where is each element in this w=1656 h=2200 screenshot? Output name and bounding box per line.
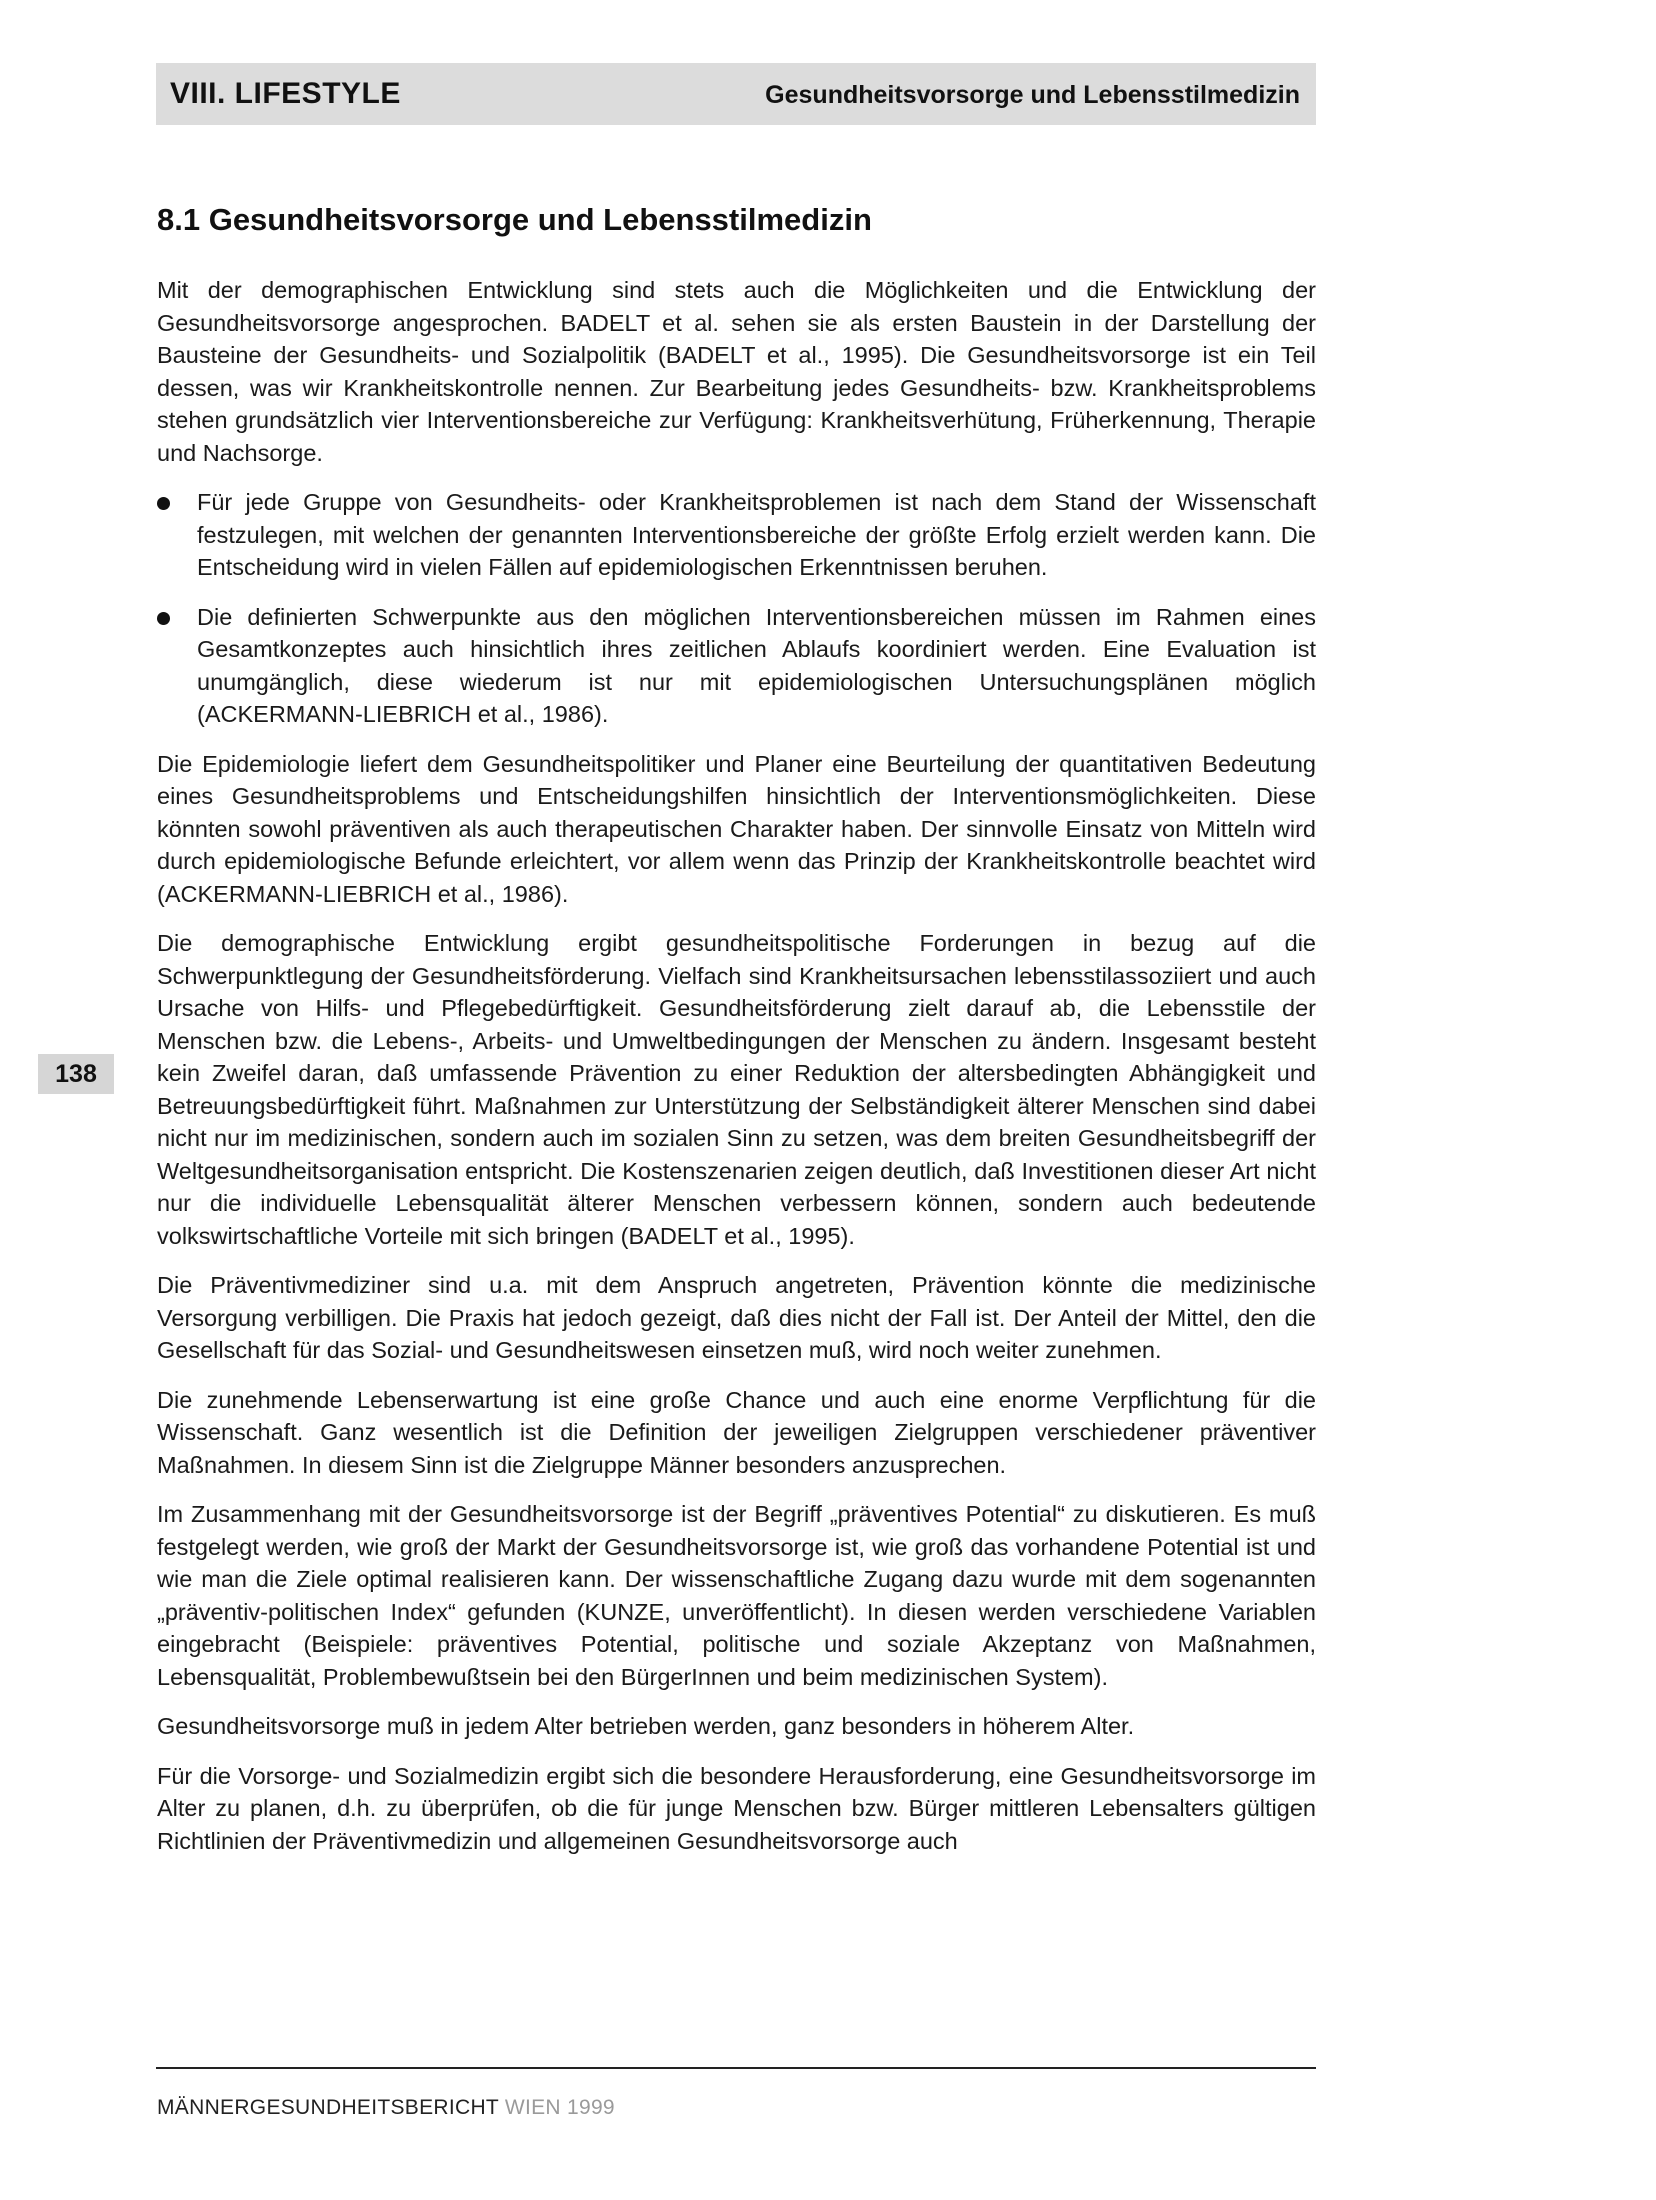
paragraph-intro: Mit der demographischen Entwicklung sind stets auch die Möglichkeiten und die Entwicklung der Gesundheitsvorsorge angesprochen. BADELT et al. sehen sie als ersten Baustein in der Darstellung der Bausteine der Gesundheits- und Sozialpolitik (BADELT et al., 1995). Die Gesundheitsvorsorge ist ein Teil dessen, was wir Krankheitskontrolle nennen. Zur Bearbeitung jedes Gesundheits- bzw. Krankheitsproblems stehen grundsätzlich vier Interventionsbereiche zur Verfügung: Krankheitsverhütung, Früherkennung, Therapie und Nachsorge.	[157, 277, 1316, 466]
bullet-item	[157, 486, 1316, 584]
footer-divider	[156, 2067, 1316, 2069]
page-number: 138	[38, 1054, 114, 1094]
paragraph-praeventivmediziner: Die Präventivmediziner sind u.a. mit dem Anspruch angetreten, Prävention könnte die medizinische Versorgung verbilligen. Die Praxis hat jedoch gezeigt, daß dies nicht der Fall ist. Der Anteil der Mittel, den die Gesellschaft für das Sozial- und Gesundheitswesen einsetzen muß, wird noch weiter zunehmen.	[157, 1272, 1316, 1363]
paragraph-lebenserwartung: Die zunehmende Lebenserwartung ist eine große Chance und auch eine enorme Verpflichtung für die Wissenschaft. Ganz wesentlich ist die Definition der jeweiligen Zielgruppen verschiedener präventiver Maßnahmen. In diesem Sinn ist die Zielgruppe Männer besonders anzusprechen.	[157, 1386, 1316, 1478]
running-footer	[157, 2096, 615, 2120]
section-title: 8.1 Gesundheitsvorsorge und Lebensstilmedizin	[157, 202, 872, 237]
bullet-item	[157, 601, 1316, 731]
bullet-text: Für jede Gruppe von Gesundheits- oder Krankheitsproblemen ist nach dem Stand der Wissenschaft festzulegen, mit welchen der genannten Interventionsbereiche der größte Erfolg erzielt werden kann. Die Entscheidung wird in vielen Fällen auf epidemiologischen Erkenntnissen beruhen.	[197, 489, 1316, 580]
footer-place-year: WIEN 1999	[504, 2096, 615, 2119]
bullet-text: Die definierten Schwerpunkte aus den möglichen Interventionsbereichen müssen im Rahmen eines Gesamtkonzeptes auch hinsichtlich ihres zeitlichen Ablaufs koordiniert werden. Eine Evaluation ist unumgänglich, diese wiederum ist nur mit epidemiologischen Untersuchungsplänen möglich (ACKERMANN-LIEBRICH et al., 1986).	[197, 603, 1316, 727]
bullet-list	[157, 486, 1316, 731]
bullet-icon	[157, 612, 170, 625]
header-topic: Gesundheitsvorsorge und Lebensstilmedizin	[765, 81, 1300, 109]
paragraph-jedes-alter: Gesundheitsvorsorge muß in jedem Alter betrieben werden, ganz besonders in höherem Alter.	[157, 1713, 1135, 1739]
footer-report-title: MÄNNERGESUNDHEITSBERICHT	[157, 2096, 499, 2119]
body-text	[157, 274, 1316, 1874]
paragraph-demographische-entwicklung: Die demographische Entwicklung ergibt gesundheitspolitische Forderungen in bezug auf die Schwerpunktlegung der Gesundheitsförderung. Vielfach sind Krankheitsursachen lebensstilassoziiert und auch Ursache von Hilfs- und Pflegebedürftigkeit. Gesundheitsförderung zielt darauf ab, die Lebensstile der Menschen bzw. die Lebens-, Arbeits- und Umweltbedingungen der Menschen zu ändern. Insgesamt besteht kein Zweifel daran, daß umfassende Prävention zu einer Reduktion der altersbedingten Abhängigkeit und Betreuungsbedürftigkeit führt. Maßnahmen zur Unterstützung der Selbständigkeit älterer Menschen sind dabei nicht nur im medizinischen, sondern auch im sozialen Sinn zu setzen, was dem breiten Gesundheitsbegriff der Weltgesundheitsorganisation entspricht. Die Kostenszenarien zeigen deutlich, daß Investitionen dieser Art nicht nur die individuelle Lebensqualität älterer Menschen verbessern können, sondern auch bedeutende volkswirtschaftliche Vorteile mit sich bringen (BADELT et al., 1995).	[157, 930, 1316, 1249]
paragraph-epidemiologie: Die Epidemiologie liefert dem Gesundheitspolitiker und Planer eine Beurteilung der quantitativen Bedeutung eines Gesundheitsproblems und Entscheidungshilfen hinsichtlich der Interventionsmöglichkeiten. Diese könnten sowohl präventiven als auch therapeutischen Charakter haben. Der sinnvolle Einsatz von Mitteln wird durch epidemiologische Befunde erleichtert, vor allem wenn das Prinzip der Krankheitskontrolle beachtet wird (ACKERMANN-LIEBRICH et al., 1986).	[157, 750, 1316, 907]
paragraph-praeventives-potential: Im Zusammenhang mit der Gesundheitsvorsorge ist der Begriff „präventives Potential“ zu diskutieren. Es muß festgelegt werden, wie groß der Markt der Gesundheitsvorsorge ist, wie groß das vorhandene Potential ist und wie man die Ziele optimal realisieren kann. Der wissenschaftliche Zugang dazu wurde mit dem sogenannten „präventiv-politischen Index“ gefunden (KUNZE, unveröffentlicht). In diesen werden verschiedene Variablen eingebracht (Beispiele: präventives Potential, politische und soziale Akzeptanz von Maßnahmen, Lebensqualität, Problembewußtsein bei den BürgerInnen und beim medizinischen System).	[157, 1501, 1316, 1690]
running-header	[156, 63, 1316, 125]
bullet-icon	[157, 497, 170, 510]
paragraph-vorsorge-sozialmedizin: Für die Vorsorge- und Sozialmedizin ergibt sich die besondere Herausforderung, eine Gesundheitsvorsorge im Alter zu planen, d.h. zu überprüfen, ob die für junge Menschen bzw. Bürger mittleren Lebensalters gültigen Richtlinien der Präventivmedizin und allgemeinen Gesundheitsvorsorge auch	[157, 1762, 1316, 1854]
chapter-label: VIII. LIFESTYLE	[170, 77, 401, 110]
